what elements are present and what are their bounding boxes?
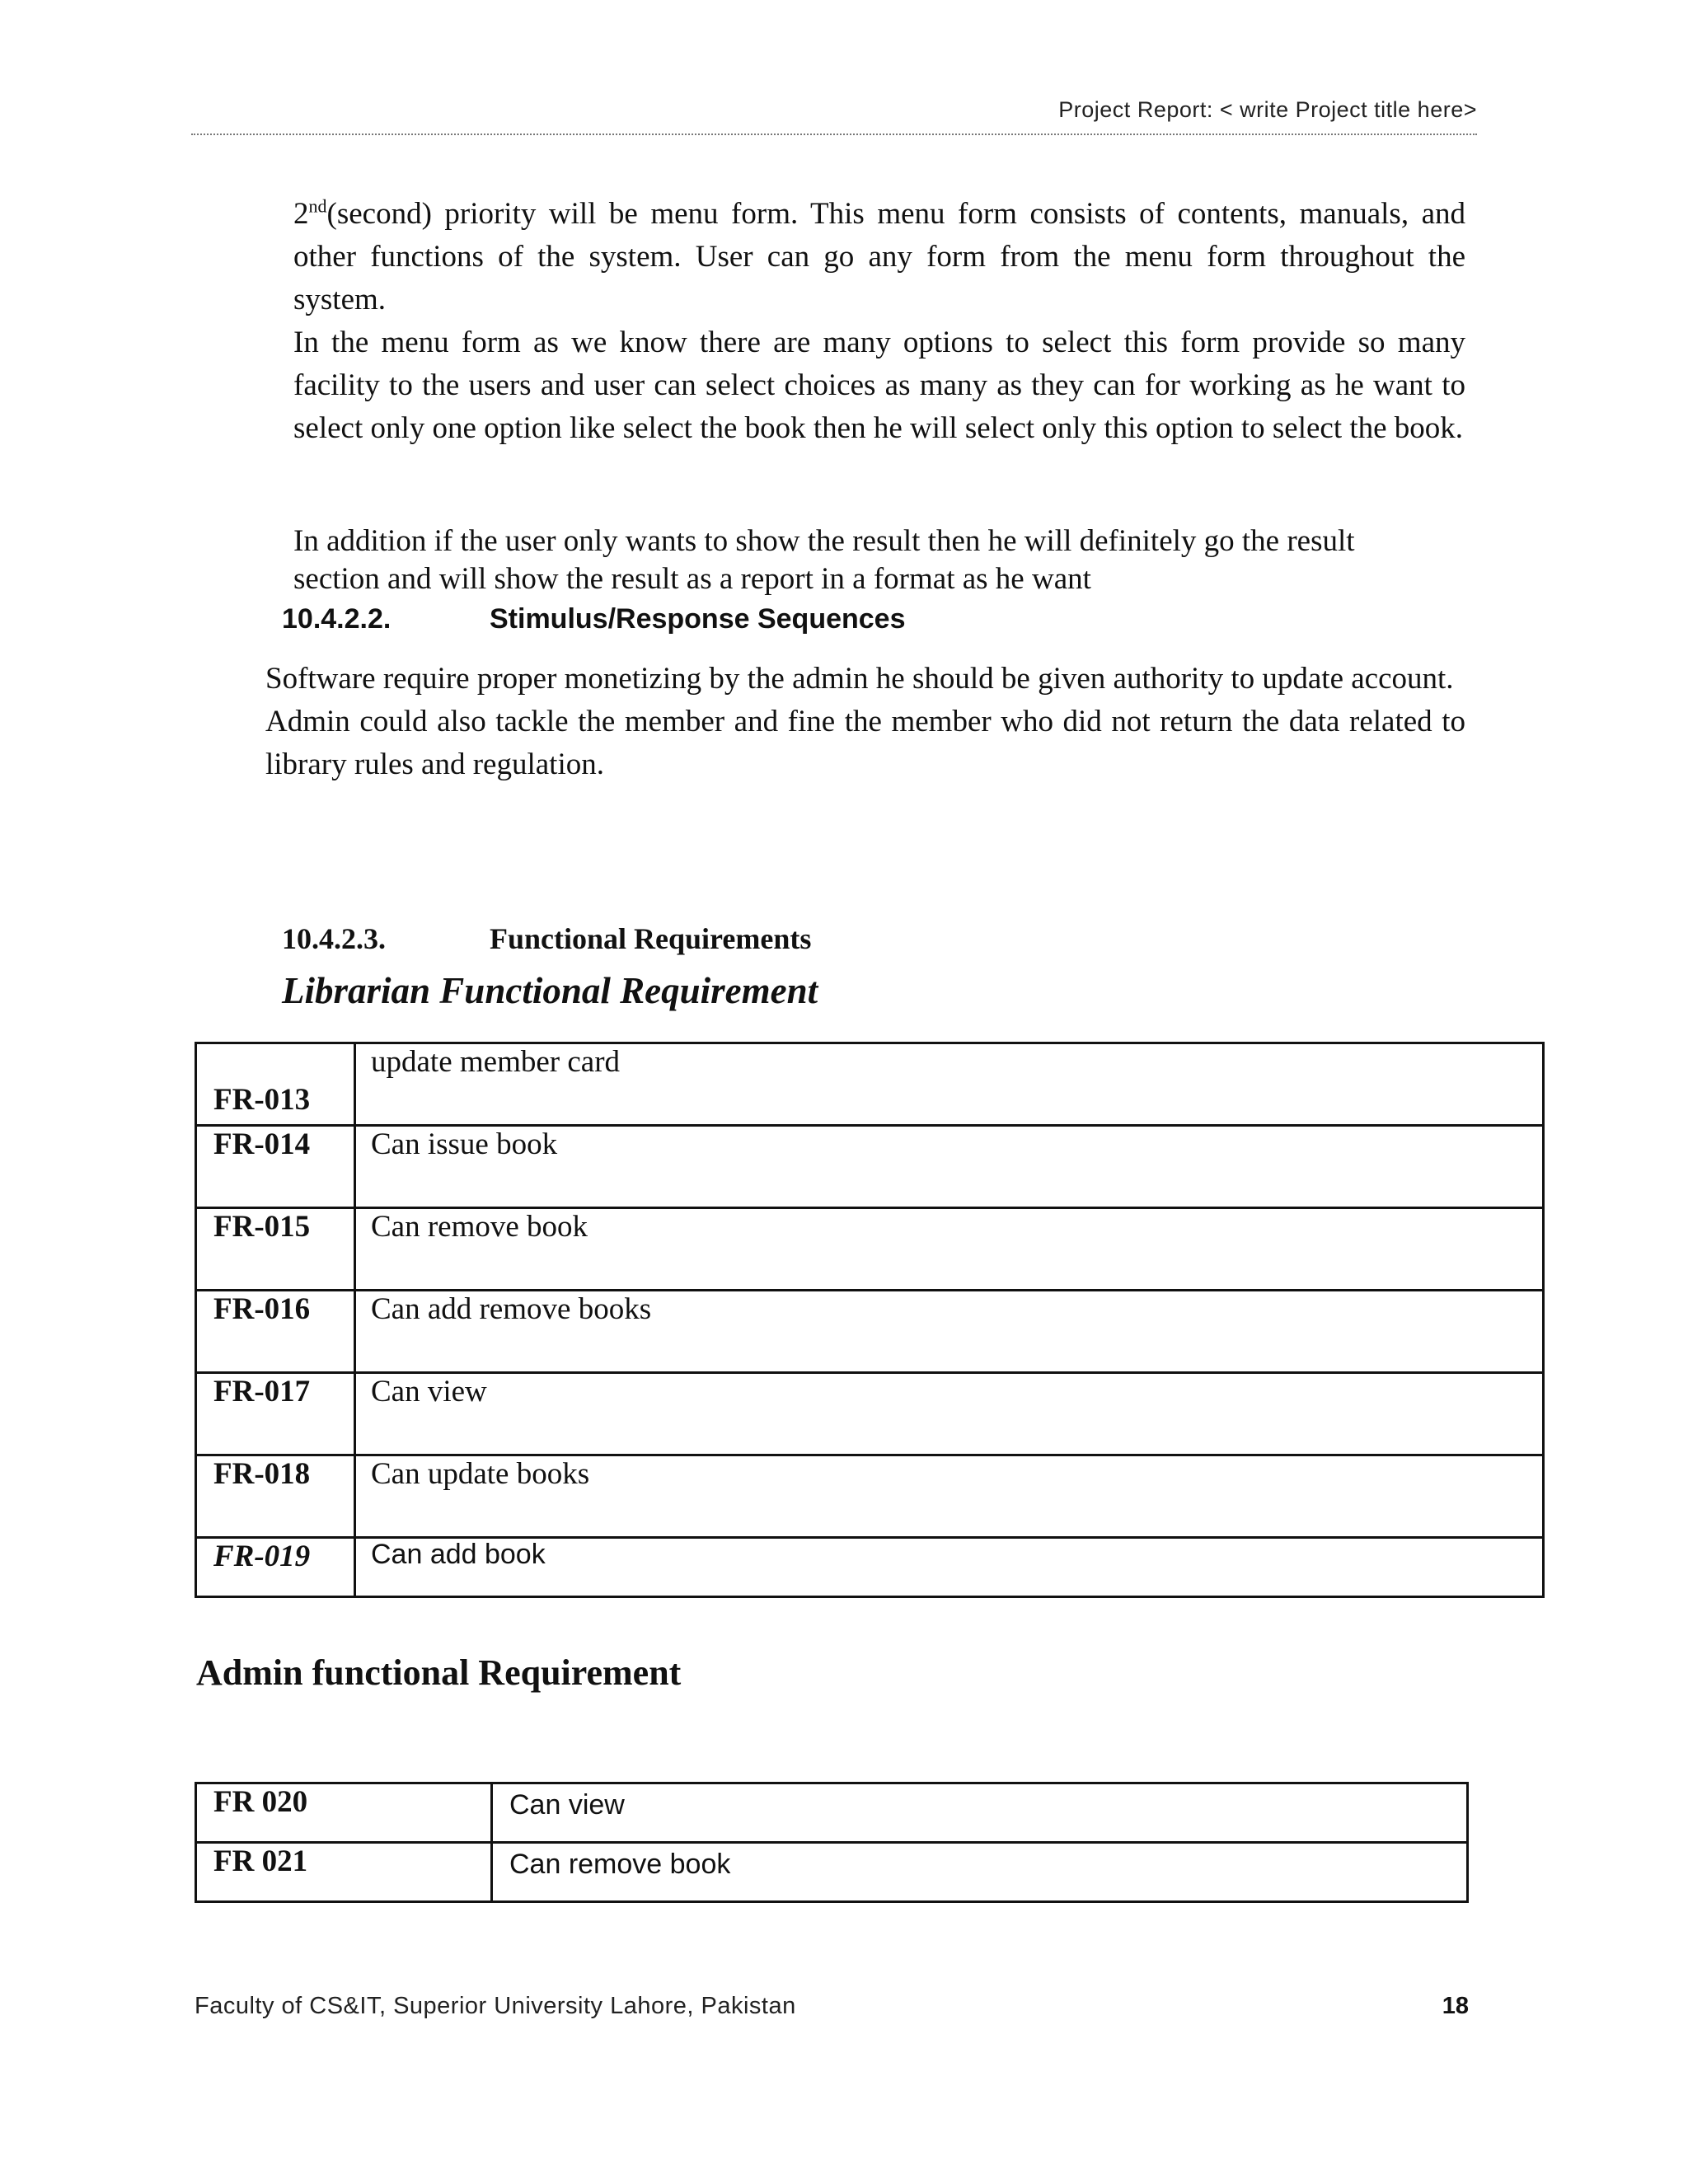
requirement-description: Can view (492, 1783, 1468, 1843)
paragraph-monetizing: Software require proper monetizing by the admin he should be given authority to update account. (265, 662, 1454, 696)
result-line-2: section and will show the result as a report in a format as he want (293, 562, 1091, 596)
requirement-id: FR-016 (196, 1291, 355, 1373)
requirement-description: Can remove book (355, 1208, 1544, 1291)
paragraph-menu-options: In the menu form as we know there are many options to select this form provide so many facility to the users and user can select choices as many as they can for working as he want to select only one option like select the book then he will select only this option to select the book. (293, 326, 1465, 445)
requirement-description: Can add remove books (355, 1291, 1544, 1373)
table-row (196, 1208, 1544, 1291)
page-number: 18 (1442, 1993, 1469, 2019)
requirement-id: FR-015 (196, 1208, 355, 1291)
table-row (196, 1783, 1468, 1843)
requirement-id: FR-017 (196, 1373, 355, 1455)
requirement-id: FR-014 (196, 1126, 355, 1208)
paragraph-result-section (293, 523, 1465, 598)
priority-ordinal: nd (308, 195, 327, 217)
paragraph-priority (293, 193, 1465, 321)
admin-requirements-title: Admin functional Requirement (196, 1652, 682, 1693)
requirement-id: FR 020 (196, 1783, 492, 1843)
page-footer-institution: Faculty of CS&IT, Superior University Lahore, Pakistan (195, 1993, 796, 2019)
table-row (196, 1043, 1544, 1126)
table-row (196, 1291, 1544, 1373)
requirement-description: Can remove book (492, 1843, 1468, 1902)
table-row (196, 1126, 1544, 1208)
table-row (196, 1843, 1468, 1902)
table-row (196, 1455, 1544, 1538)
priority-number: 2 (293, 197, 309, 231)
page-header: Project Report: < write Project title here> (1058, 97, 1477, 122)
librarian-requirements-title: Librarian Functional Requirement (282, 970, 818, 1011)
librarian-requirements-table (195, 1042, 1545, 1598)
requirement-id: FR-018 (196, 1455, 355, 1538)
requirement-id: FR-019 (196, 1538, 355, 1597)
requirement-description: update member card (355, 1043, 1544, 1126)
section-title-stimulus-response: Stimulus/Response Sequences (490, 603, 906, 635)
requirement-description: Can view (355, 1373, 1544, 1455)
requirement-id: FR-013 (196, 1043, 355, 1126)
admin-requirements-table (195, 1782, 1469, 1903)
section-number-10-4-2-2: 10.4.2.2. (282, 603, 392, 635)
priority-text: (second) priority will be menu form. This menu form consists of contents, manuals, and other functions of the system. User can go any form from the menu form throughout the system. (293, 197, 1465, 316)
table-row (196, 1538, 1544, 1597)
table-row (196, 1373, 1544, 1455)
paragraph-fine-member: Admin could also tackle the member and fine the member who did not return the data related to library rules and regulation. (265, 705, 1465, 781)
result-line-1: In addition if the user only wants to show the result then he will definitely go the result (293, 524, 1355, 558)
paragraph-admin-authority (265, 658, 1465, 786)
requirement-description: Can add book (355, 1538, 1544, 1597)
header-divider (191, 134, 1477, 135)
paragraph-menu-form (293, 193, 1465, 450)
requirement-description: Can issue book (355, 1126, 1544, 1208)
requirement-id: FR 021 (196, 1843, 492, 1902)
section-number-10-4-2-3: 10.4.2.3. (282, 922, 386, 955)
section-title-functional-requirements: Functional Requirements (490, 922, 812, 955)
requirement-description: Can update books (355, 1455, 1544, 1538)
